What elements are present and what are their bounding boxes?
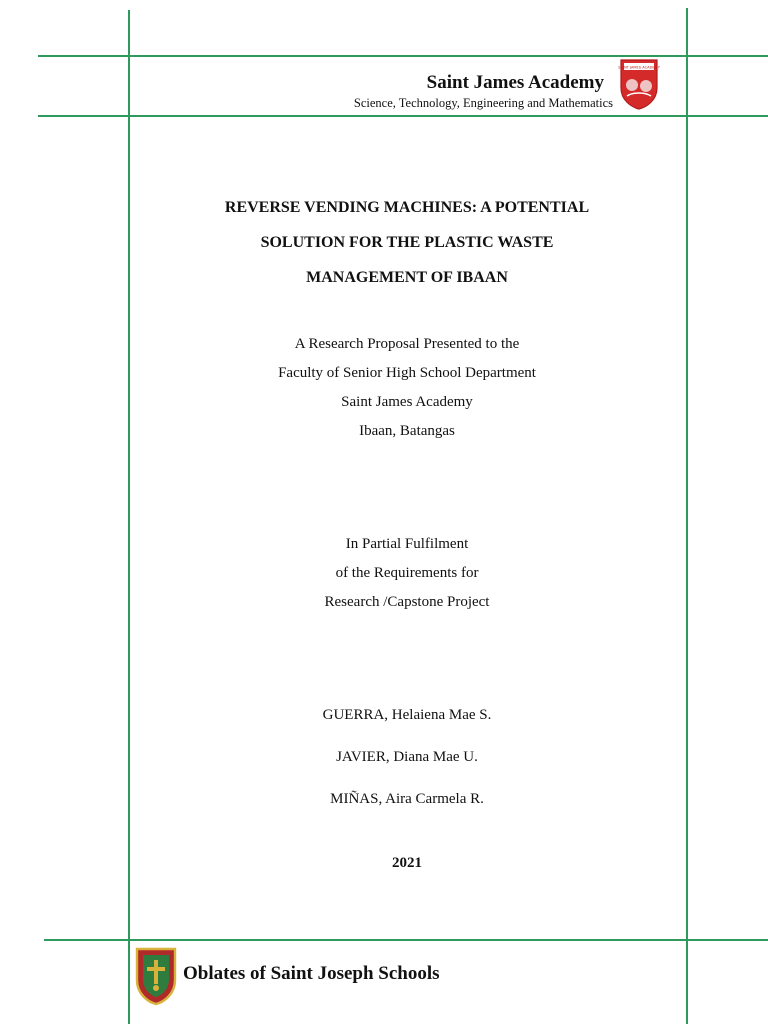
- presented-line: Faculty of Senior High School Department: [278, 365, 536, 381]
- author-name: MIÑAS, Aira Carmela R.: [330, 791, 484, 807]
- fulfilment-line: In Partial Fulfilment: [345, 536, 469, 552]
- presentation-block: [128, 330, 686, 446]
- school-name: Saint James Academy: [426, 72, 604, 93]
- crest-banner-text: SAINT JAMES ACADEMY: [618, 65, 660, 70]
- bottom-rule: [44, 939, 768, 941]
- title-line: MANAGEMENT OF IBAAN: [306, 269, 508, 286]
- year: 2021: [392, 855, 422, 871]
- author-name: JAVIER, Diana Mae U.: [336, 749, 478, 765]
- title-line: SOLUTION FOR THE PLASTIC WASTE: [260, 234, 554, 251]
- authors-block: [128, 694, 686, 820]
- top-rule-lower: [38, 115, 768, 117]
- author-name: GUERRA, Helaiena Mae S.: [322, 707, 492, 723]
- saint-james-crest-icon: [617, 58, 661, 110]
- presented-line: A Research Proposal Presented to the: [294, 336, 520, 352]
- presented-line: Saint James Academy: [341, 394, 473, 410]
- title-line: REVERSE VENDING MACHINES: A POTENTIAL: [224, 199, 590, 216]
- footer-institution: Oblates of Saint Joseph Schools: [183, 963, 440, 984]
- fulfilment-line: of the Requirements for: [335, 565, 479, 581]
- oblates-crest-icon: [134, 946, 178, 1006]
- strand-name: Science, Technology, Engineering and Mathematics: [353, 96, 613, 110]
- fulfilment-line: Research /Capstone Project: [324, 594, 490, 610]
- right-rule: [686, 8, 688, 1024]
- top-rule-upper: [38, 55, 768, 57]
- paper-title: [128, 190, 686, 295]
- presented-line: Ibaan, Batangas: [359, 423, 455, 439]
- fulfilment-block: [128, 530, 686, 617]
